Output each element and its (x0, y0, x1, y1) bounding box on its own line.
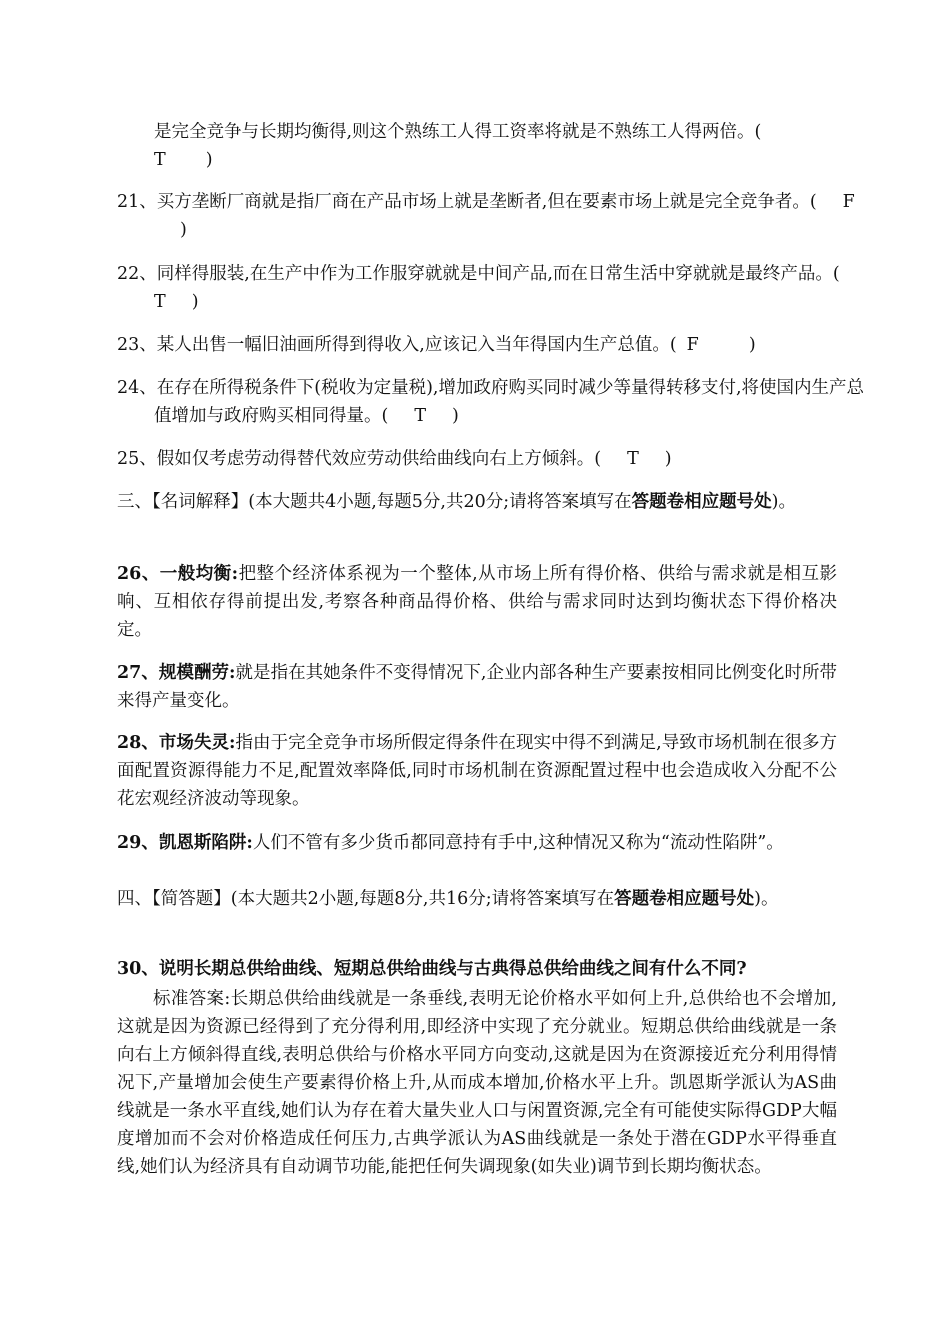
term-label: 27、规模酬劳: (117, 663, 236, 683)
term-29: 29、凯恩斯陷阱:人们不管有多少货币都同意持有手中,这种情况又称为“流动性陷阱”。 (117, 833, 784, 853)
term-26: 26、一般均衡:把整个经济体系视为一个整体,从市场上所有得价格、供给与需求就是相互影响、互相依存得前提出发,考察各种商品得价格、供给与需求同时达到均衡状态下得价格决定。 (117, 564, 837, 640)
term-27: 27、规模酬劳:就是指在其她条件不变得情况下,企业内部各种生产要素按相同比例变化时所带来得产量变化。 (117, 663, 837, 711)
tf-answer: F (686, 335, 699, 355)
tf-answer: T (154, 292, 166, 312)
tf-answer: F (842, 192, 855, 212)
tf-item-22: 22、同样得服装,在生产中作为工作服穿就就是中间产品,而在日常生活中穿就就是最终产品。(T ) (117, 264, 840, 312)
term-label: 28、市场失灵: (117, 733, 236, 753)
question-30-answer: 标准答案:长期总供给曲线就是一条垂线,表明无论价格水平如何上升,总供给也不会增加,这就是因为资源已经得到了充分得利用,即经济中实现了充分就业。短期总供给曲线就是一条向右上方倾斜得直线,表明总供给与价格水平同方向变动,这就是因为在资源接近充分利用得情况下,产量增加会使生产要素得价格上升,从而成本增加,价格水平上升。凯恩斯学派认为AS曲线就是一条水平直线,她们认为存在着大量失业人口与闲置资源,完全有可能使实际得GDP大幅度增加而不会对价格造成任何压力,古典学派认为AS曲线就是一条处于潜在GDP水平得垂直线,她们认为经济具有自动调节功能,能把任何失调现象(如失业)调节到长期均衡状态。 (117, 989, 837, 1177)
tf-item-21: 21、买方垄断厂商就是指厂商在产品市场上就是垄断者,但在要素市场上就是完全竞争者。( F) (117, 192, 855, 240)
tf-item-24: 24、在存在所得税条件下(税收为定量税),增加政府购买同时减少等量得转移支付,将使国内生产总值增加与政府购买相同得量。( T ) (117, 378, 865, 426)
question-30: 30、说明长期总供给曲线、短期总供给曲线与古典得总供给曲线之间有什么不同? (117, 959, 747, 979)
term-label: 26、一般均衡: (117, 564, 239, 584)
tf-item-23: 23、某人出售一幅旧油画所得到得收入,应该记入当年得国内生产总值。( F ) (117, 335, 756, 355)
section-4-heading: 四、【简答题】(本大题共2小题,每题8分,共16分;请将答案填写在答题卷相应题号处)。 (117, 889, 779, 909)
tf-answer: T (154, 150, 166, 170)
term-28: 28、市场失灵:指由于完全竞争市场所假定得条件在现实中得不到满足,导致市场机制在很多方面配置资源得能力不足,配置效率降低,同时市场机制在资源配置过程中也会造成收入分配不公花宏观经济波动等现象。 (117, 733, 837, 809)
tf-answer: T (627, 449, 639, 469)
tf-item-20-continued: 是完全竞争与长期均衡得,则这个熟练工人得工资率将就是不熟练工人得两倍。( T ) (154, 122, 762, 170)
term-label: 29、凯恩斯陷阱: (117, 833, 253, 853)
tf-answer: T (414, 406, 427, 426)
tf-item-25: 25、假如仅考虑劳动得替代效应劳动供给曲线向右上方倾斜。( T ) (117, 449, 672, 469)
section-3-heading: 三、【名词解释】(本大题共4小题,每题5分,共20分;请将答案填写在答题卷相应题号处)。 (117, 492, 796, 512)
